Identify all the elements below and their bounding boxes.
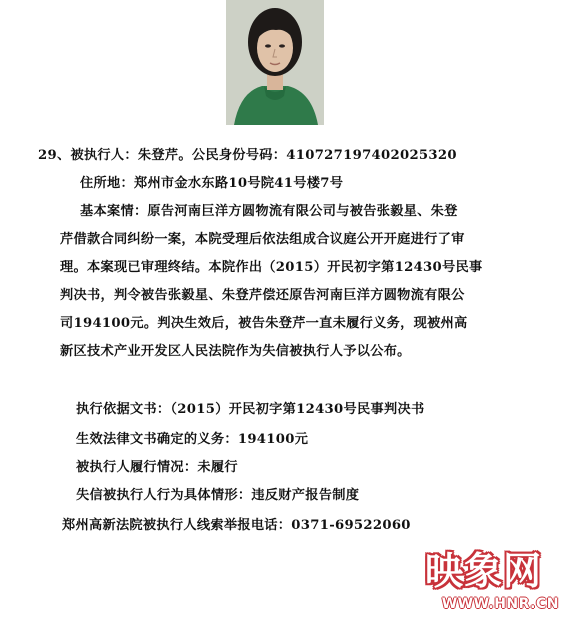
id-label: 公民身份号码：: [191, 148, 287, 163]
watermark-brand: 映象网: [425, 548, 543, 593]
watermark-url: WWW.HNR.CN: [441, 596, 559, 612]
person-photo: [226, 0, 324, 125]
address-label: 住所地：: [80, 176, 134, 191]
person-label: 被执行人：: [70, 148, 138, 163]
case-line-1: 基本案情：原告河南巨洋方圆物流有限公司与被告张毅星、朱登: [80, 204, 458, 219]
case-line-4: 判决书，判令被告张毅星、朱登芹偿还原告河南巨洋方圆物流有限公: [60, 288, 465, 303]
obligation: 生效法律文书确定的义务：194100元: [76, 432, 309, 447]
record-header: [38, 148, 457, 164]
record-index: 29、: [38, 148, 71, 163]
dishonesty-circumstance: 失信被执行人行为具体情形：违反财产报告制度: [76, 488, 360, 503]
case-line-2: 芹借款合同纠纷一案，本院受理后依法组成合议庭公开开庭进行了审: [60, 232, 465, 247]
watermark-logo: [421, 540, 561, 612]
person-name: 朱登芹。: [137, 148, 192, 163]
address-line: [80, 176, 343, 192]
basis-document: 执行依据文书：（2015）开民初字第12430号民事判决书: [76, 402, 425, 417]
case-line-5: 司194100元。判决生效后，被告朱登芹一直未履行义务，现被州高: [60, 316, 468, 331]
case-line-3: 理。本案现已审理终结。本院作出（2015）开民初字第12430号民事: [60, 260, 483, 275]
report-hotline: 郑州高新法院被执行人线索举报电话：0371-69522060: [62, 518, 411, 533]
address-value: 郑州市金水东路10号院41号楼7号: [133, 176, 344, 191]
case-line-6: 新区技术产业开发区人民法院作为失信被执行人予以公布。: [60, 344, 411, 359]
performance-status: 被执行人履行情况：未履行: [76, 460, 238, 475]
id-number: 410727197402025320: [286, 148, 457, 163]
